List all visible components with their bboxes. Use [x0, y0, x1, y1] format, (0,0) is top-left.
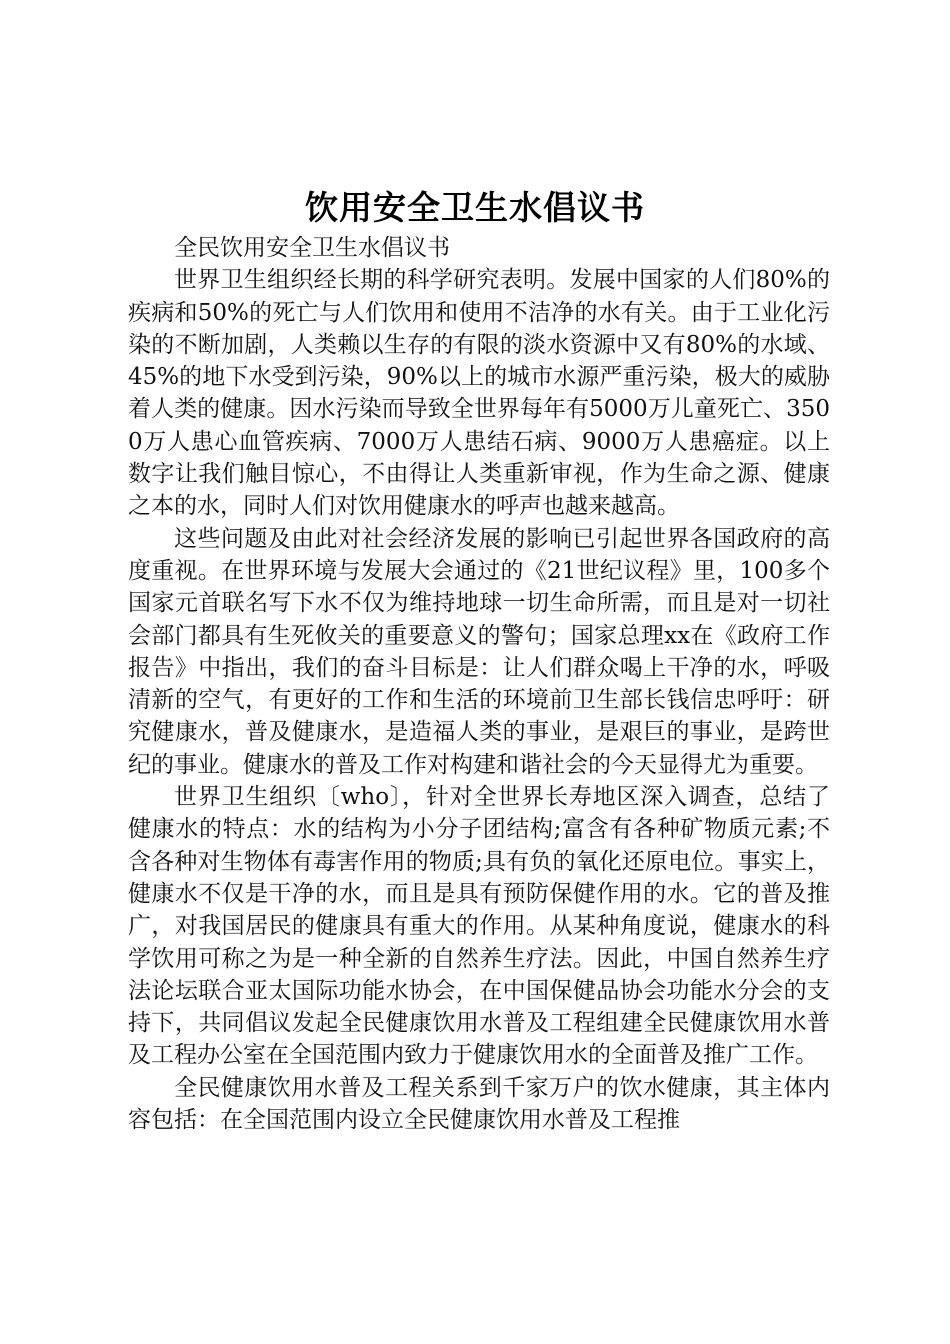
paragraph: 世界卫生组织经长期的科学研究表明。发展中国家的人们80%的疾病和50%的死亡与人们饮用和使用不洁净的水有关。由于工业化污染的不断加剧，人类赖以生存的有限的淡水资源中又有80%的水域、45%的地下水受到污染，90%以上的城市水源严重污染，极大的威胁着人类的健康。因水污染而导致全世界每年有5000万儿童死亡、3500万人患心血管疾病、7000万人患结石病、9000万人患癌症。以上数字让我们触目惊心，不由得让人类重新审视，作为生命之源、健康之本的水，同时人们对饮用健康水的呼声也越来越高。	[128, 267, 830, 520]
paragraph: 世界卫生组织〔who〕，针对全世界长寿地区深入调查，总结了健康水的特点：水的结构为小分子团结构;富含有各种矿物质元素;不含各种对生物体有毒害作用的物质;具有负的氧化还原电位。事实上，健康水不仅是干净的水，而且是具有预防保健作用的水。它的普及推广，对我国居民的健康具有重大的作用。从某种角度说，健康水的科学饮用可称之为是一种全新的自然养生疗法。因此，中国自然养生疗法论坛联合亚太国际功能水协会，在中国保健品协会功能水分会的支持下，共同倡议发起全民健康饮用水普及工程组建全民健康饮用水普及工程办公室在全国范围内致力于健康饮用水的全面普及推广工作。	[128, 784, 830, 1069]
paragraph: 全民健康饮用水普及工程关系到千家万户的饮水健康，其主体内容包括：在全国范围内设立全民健康饮用水普及工程推	[128, 1074, 830, 1134]
document-body	[128, 232, 830, 1136]
paragraph-subtitle: 全民饮用安全卫生水倡议书	[174, 235, 450, 261]
document-title: 饮用安全卫生水倡议书	[305, 188, 645, 227]
paragraph: 这些问题及由此对社会经济发展的影响已引起世界各国政府的高度重视。在世界环境与发展大会通过的《21世纪议程》里，100多个国家元首联名写下水不仅为维持地球一切生命所需，而且是对一切社会部门都具有生死攸关的重要意义的警句；国家总理xx在《政府工作报告》中指出，我们的奋斗目标是：让人们群众喝上干净的水，呼吸清新的空气，有更好的工作和生活的环境前卫生部长钱信忠呼吁：研究健康水，普及健康水，是造福人类的事业，是艰巨的事业，是跨世纪的事业。健康水的普及工作对构建和谐社会的今天显得尤为重要。	[128, 525, 830, 778]
